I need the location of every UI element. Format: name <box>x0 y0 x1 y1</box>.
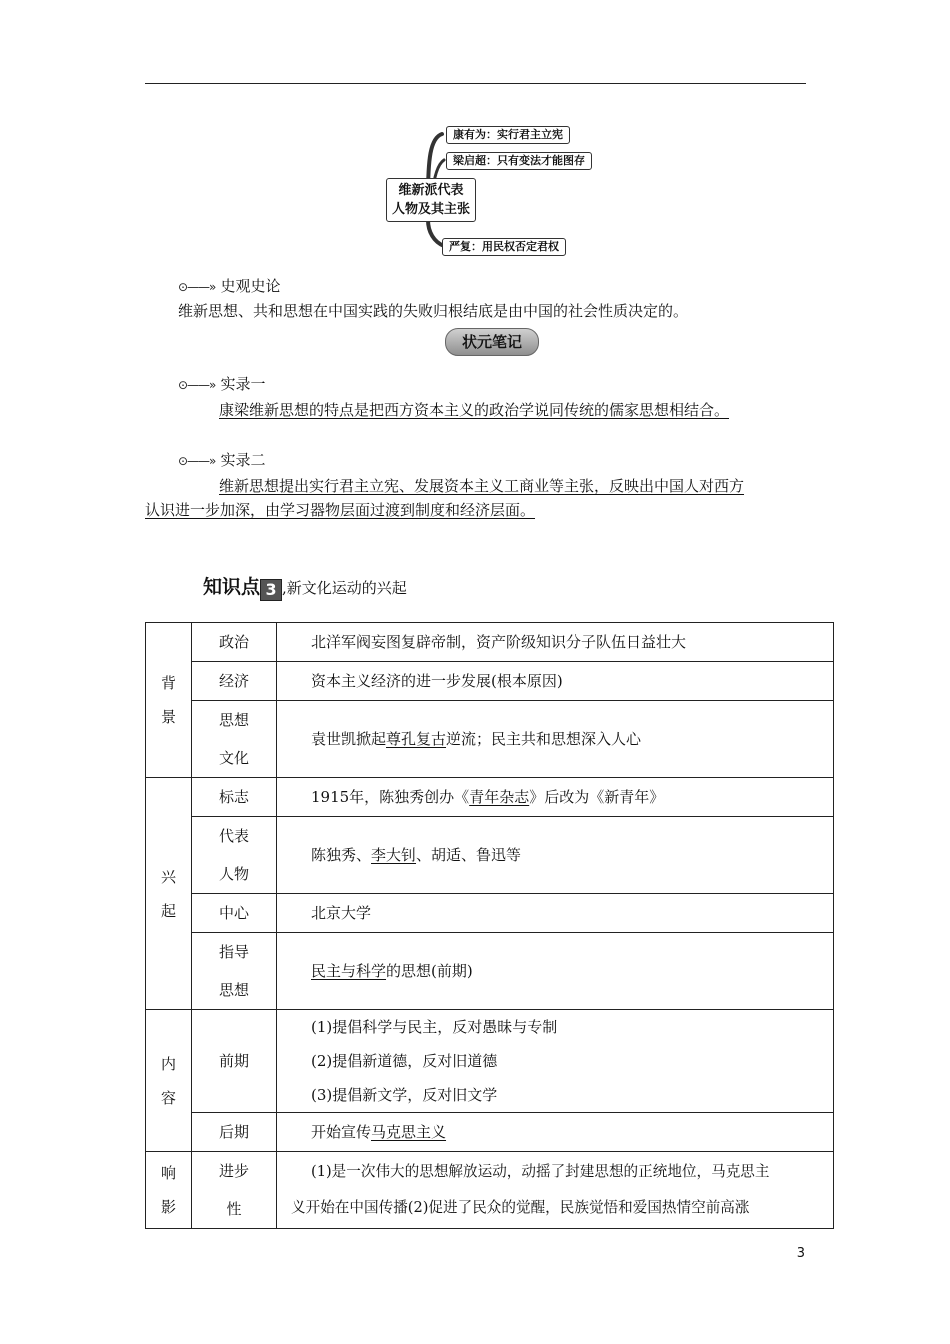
row-label: 进步 性 <box>192 1152 277 1229</box>
row-label: 经济 <box>192 662 277 701</box>
mindmap-center <box>386 178 476 222</box>
row-content: 资本主义经济的进一步发展(根本原因) <box>277 662 834 701</box>
mindmap-branch: 严复：用民权否定君权 <box>442 238 566 256</box>
knowledge-point-label: 知识点 <box>203 576 261 598</box>
row-label: 后期 <box>192 1113 277 1152</box>
knowledge-point-comma: , <box>282 579 287 597</box>
record2-title: 实录二 <box>220 451 266 469</box>
row-group-header: 兴 起 <box>146 778 192 1010</box>
row-label: 政治 <box>192 623 277 662</box>
table-row <box>146 778 834 817</box>
row-label: 思想 文化 <box>192 701 277 778</box>
notes-badge: 状元笔记 <box>445 328 539 356</box>
record2-text-line2: 认识进一步加深，由学习器物层面过渡到制度和经济层面。 <box>145 501 536 519</box>
section-history-title: 史观史论 <box>220 277 281 295</box>
row-content: 民主与科学的思想(前期) <box>277 933 834 1010</box>
row-content: 北京大学 <box>277 894 834 933</box>
row-content: 开始宣传马克思主义 <box>277 1113 834 1152</box>
table-row <box>146 1152 834 1229</box>
table-row <box>146 933 834 1010</box>
row-label: 前期 <box>192 1010 277 1113</box>
table-row <box>146 623 834 662</box>
mindmap-center-line1: 维新派代表 <box>398 183 464 198</box>
record1-title: 实录一 <box>220 375 266 393</box>
knowledge-point-title: 新文化运动的兴起 <box>286 579 407 597</box>
mindmap-branch: 梁启超：只有变法才能图存 <box>446 152 592 170</box>
row-content: 袁世凯掀起尊孔复古逆流；民主共和思想深入人心 <box>277 701 834 778</box>
row-content: 北洋军阀妄图复辟帝制，资产阶级知识分子队伍日益壮大 <box>277 623 834 662</box>
knowledge-point-heading <box>203 572 407 601</box>
table-row <box>146 1113 834 1152</box>
row-content: (1)提倡科学与民主，反对愚昧与专制 (2)提倡新道德，反对旧道德 (3)提倡新文学，反对旧文学 <box>277 1010 834 1113</box>
arrow-marker-icon: ⊙——» <box>178 378 216 392</box>
table-row <box>146 1010 834 1113</box>
row-group-header: 背 景 <box>146 623 192 778</box>
row-content: 1915年，陈独秀创办《青年杂志》后改为《新青年》 <box>277 778 834 817</box>
row-group-header: 响 影 <box>146 1152 192 1229</box>
table-row <box>146 817 834 894</box>
page-number: 3 <box>796 1246 805 1261</box>
row-label: 中心 <box>192 894 277 933</box>
arrow-marker-icon: ⊙——» <box>178 280 216 294</box>
record2-text-line1: 维新思想提出实行君主立宪、发展资本主义工商业等主张，反映出中国人对西方 <box>219 477 745 495</box>
table-row <box>146 662 834 701</box>
header-rule <box>145 83 806 84</box>
record1-text: 康梁维新思想的特点是把西方资本主义的政治学说同传统的儒家思想相结合。 <box>219 401 730 419</box>
mindmap-branch: 康有为：实行君主立宪 <box>446 126 570 144</box>
table-row <box>146 701 834 778</box>
row-group-header: 内 容 <box>146 1010 192 1152</box>
table-row <box>146 894 834 933</box>
row-label: 代表 人物 <box>192 817 277 894</box>
row-content: 陈独秀、李大钊、胡适、鲁迅等 <box>277 817 834 894</box>
knowledge-point-number: 3 <box>260 579 282 601</box>
record2-heading <box>178 450 266 470</box>
knowledge-table <box>145 622 834 1229</box>
row-label: 指导 思想 <box>192 933 277 1010</box>
row-label: 标志 <box>192 778 277 817</box>
arrow-marker-icon: ⊙——» <box>178 454 216 468</box>
section-history-heading <box>178 276 281 296</box>
section-history-text: 维新思想、共和思想在中国实践的失败归根结底是由中国的社会性质决定的。 <box>178 302 689 320</box>
record1-heading <box>178 374 266 394</box>
mindmap-center-line2: 人物及其主张 <box>391 202 470 217</box>
row-content: (1)是一次伟大的思想解放运动，动摇了封建思想的正统地位，马克思主 义开始在中国传播(2)促进了民众的觉醒，民族觉悟和爱国热情空前高涨 <box>277 1152 834 1229</box>
